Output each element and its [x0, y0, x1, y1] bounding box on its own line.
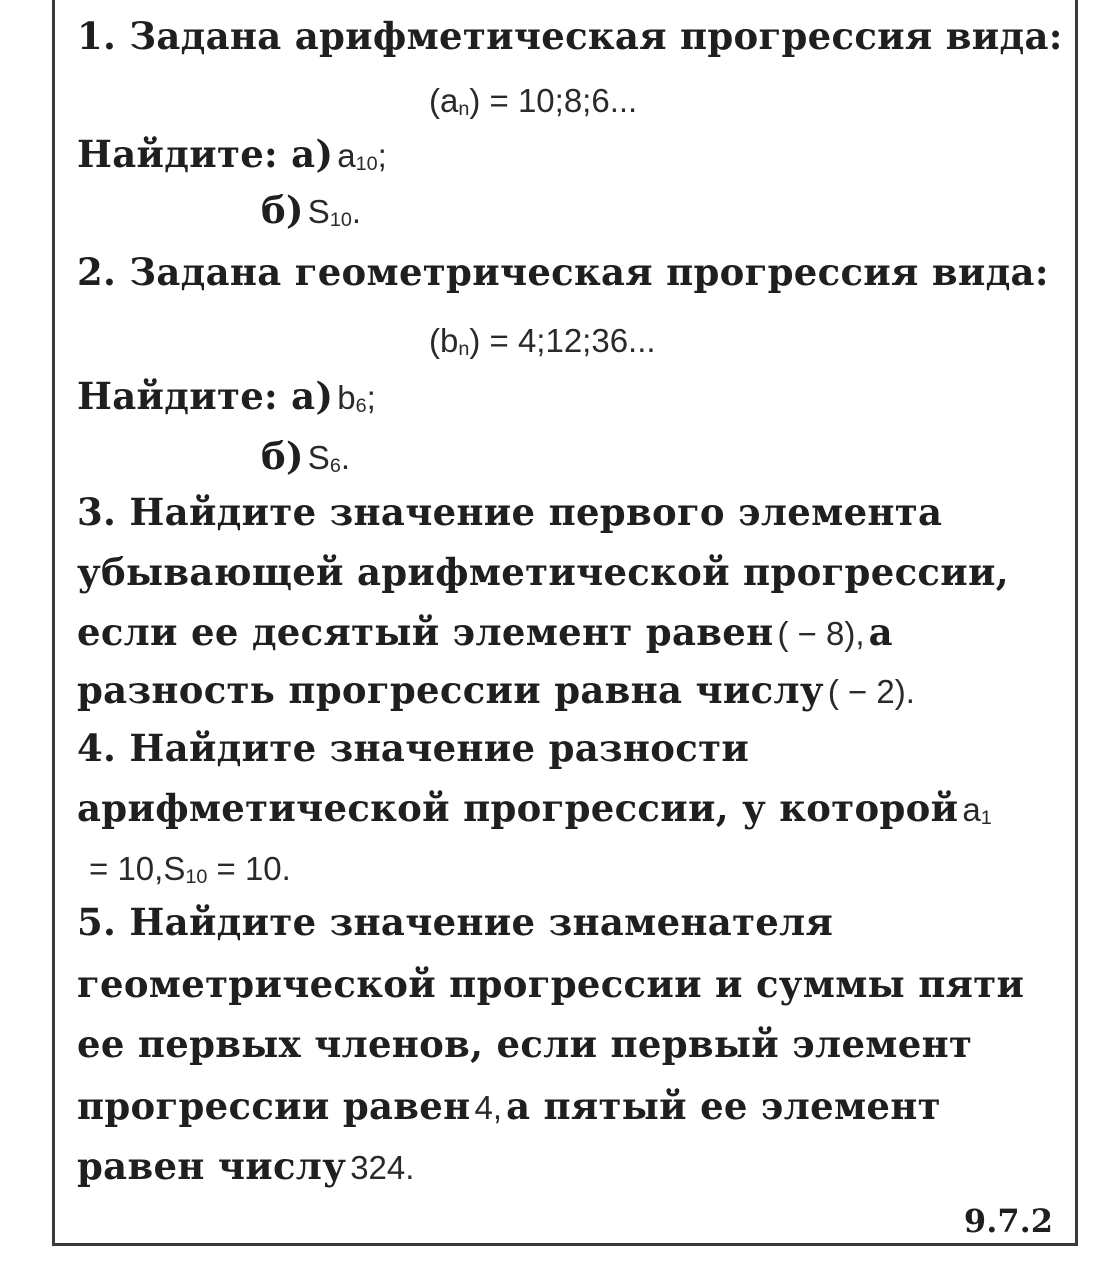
task2-find-b: б) S6.: [261, 434, 350, 478]
task1-find-b: б) S10.: [261, 188, 361, 232]
task5-line2: геометрической прогрессии и суммы пяти: [77, 962, 1025, 1006]
task2-heading: 2. Задана геометрическая прогрессия вида:: [77, 250, 1049, 294]
task4-line3: = 10,S10 = 10.: [89, 850, 291, 888]
task3-line4: разность прогрессии равна числу ( − 2).: [77, 668, 915, 712]
task5-line3: ее первых членов, если первый элемент: [77, 1022, 973, 1066]
task4-line1: 4. Найдите значение разности: [77, 726, 750, 770]
task3-line3: если ее десятый элемент равен ( − 8), а: [77, 610, 893, 654]
task-code: 9.7.2: [963, 1202, 1053, 1240]
task-card: [52, 0, 1078, 1246]
task3-line2: убывающей арифметической прогрессии,: [77, 550, 1009, 594]
task1-find-a: Найдите: а) a10;: [77, 132, 387, 176]
task4-line2: арифметической прогрессии, у которой a1: [77, 786, 992, 830]
task5-line1: 5. Найдите значение знаменателя: [77, 900, 834, 944]
task1-heading: 1. Задана арифметическая прогрессия вида:: [77, 14, 1063, 58]
task5-line5: равен числу 324.: [77, 1144, 415, 1188]
task2-find-a: Найдите: а) b6;: [77, 374, 376, 418]
task5-line4: прогрессии равен 4, а пятый ее элемент: [77, 1084, 941, 1128]
task2-formula: (bn) = 4;12;36...: [429, 322, 656, 360]
task3-line1: 3. Найдите значение первого элемента: [77, 490, 943, 534]
task1-formula: (an) = 10;8;6...: [429, 82, 638, 120]
